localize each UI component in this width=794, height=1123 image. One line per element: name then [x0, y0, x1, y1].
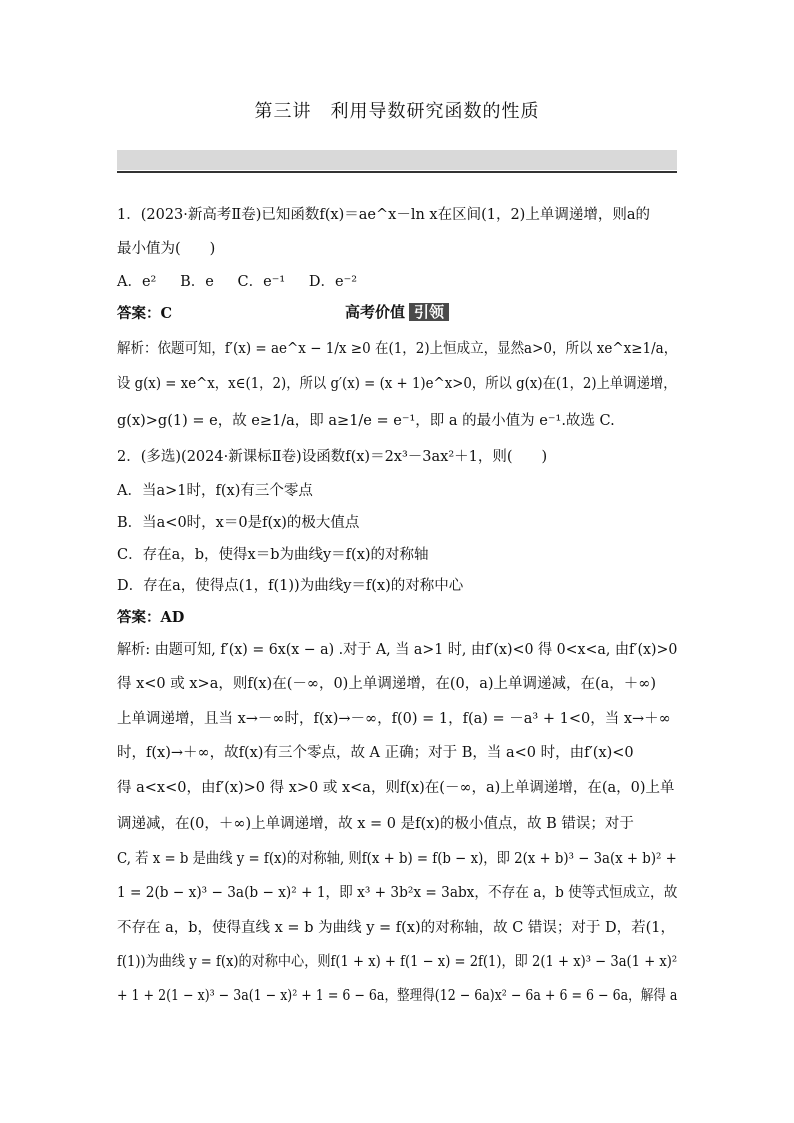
- q2-solution-line1: 解析: 由题可知, f′(x) = 6x(x − a) .对于 A, 当 a>1 时, 由f′(x)<0 得 0<x<a, 由f′(x)>0: [117, 642, 678, 658]
- q2-answer: 答案：AD: [117, 609, 185, 626]
- q1-stem-line2: 最小值为( ): [117, 241, 216, 257]
- q2-solution-line2: 得 x<0 或 x>a，则f(x)在(－∞，0)上单调递增，在(0，a)上单调递减，在(a，＋∞): [117, 676, 657, 692]
- q2-option-a: A．当a>1时，f(x)有三个零点: [117, 483, 313, 499]
- page-title: 第三讲 利用导数研究函数的性质: [254, 101, 540, 122]
- banner-label: 高考价值: [344, 303, 405, 321]
- q1-answer: 答案：C: [117, 305, 173, 322]
- q2-solution-line7: C, 若 x = b 是曲线 y = f(x)的对称轴, 则f(x + b) = f(b − x)，即 2(x + b)³ − 3a(x + b)² +: [117, 851, 677, 867]
- q2-option-c: C．存在a，b，使得x＝b为曲线y＝f(x)的对称轴: [117, 547, 429, 563]
- q1-solution-line3: g(x)>g(1) = e，故 e≥1/a，即 a≥1/e = e⁻¹，即 a 的最小值为 e⁻¹.故选 C.: [117, 413, 615, 429]
- q2-option-b: B．当a<0时，x＝0是f(x)的极大值点: [117, 515, 360, 531]
- q2-solution-line9: 不存在 a，b，使得直线 x = b 为曲线 y = f(x)的对称轴，故 C 错误；对于 D，若(1，: [117, 920, 676, 936]
- q2-solution-line8: 1 = 2(b − x)³ − 3a(b − x)² + 1，即 x³ + 3b²x = 3abx，不存在 a，b 使等式恒成立，故: [117, 885, 678, 901]
- banner-badge: 引领: [409, 303, 449, 321]
- q1-solution-line1: 解析：依题可知，f′(x) = ae^x − 1/x ≥0 在(1，2)上恒成立，显然a>0，所以 xe^x≥1/a，: [117, 341, 678, 357]
- q2-solution-line5: 得 a<x<0，由f′(x)>0 得 x>0 或 x<a，则f(x)在(－∞，a)上单调递增，在(a，0)上单: [117, 780, 675, 796]
- q2-solution-line6: 调递减，在(0，＋∞)上单调递增，故 x = 0 是f(x)的极小值点，故 B 错误；对于: [117, 816, 634, 832]
- q2-solution-line3: 上单调递增，且当 x→－∞时，f(x)→－∞，f(0) = 1，f(a) = －a³ + 1<0，当 x→＋∞: [117, 711, 671, 727]
- q1-solution-line2: 设 g(x) = xe^x，x∈(1，2)，所以 g′(x) = (x + 1)e^x>0，所以 g(x)在(1，2)上单调递增，: [117, 376, 677, 392]
- banner-rule: [117, 171, 677, 173]
- q2-option-d: D．存在a，使得点(1，f(1))为曲线y＝f(x)的对称中心: [117, 578, 464, 594]
- q2-solution-line4: 时，f(x)→＋∞，故f(x)有三个零点，故 A 正确；对于 B，当 a<0 时，由f′(x)<0: [117, 745, 634, 761]
- q1-stem-line1: 1．(2023·新高考Ⅱ卷)已知函数f(x)＝ae^x－ln x在区间(1，2)上单调递增，则a的: [117, 207, 650, 223]
- q2-solution-line11: + 1 + 2(1 − x)³ − 3a(1 − x)² + 1 = 6 − 6a，整理得(12 − 6a)x² − 6a + 6 = 6 − 6a，解得 a: [117, 988, 678, 1004]
- q2-solution-line10: f(1))为曲线 y = f(x)的对称中心，则f(1 + x) + f(1 − x) = 2f(1)，即 2(1 + x)³ − 3a(1 + x)²: [117, 954, 678, 970]
- q2-stem: 2．(多选)(2024·新课标Ⅱ卷)设函数f(x)＝2x³－3ax²＋1，则( ): [117, 449, 548, 465]
- q1-options: A．e² B．e C．e⁻¹ D．e⁻²: [117, 274, 358, 290]
